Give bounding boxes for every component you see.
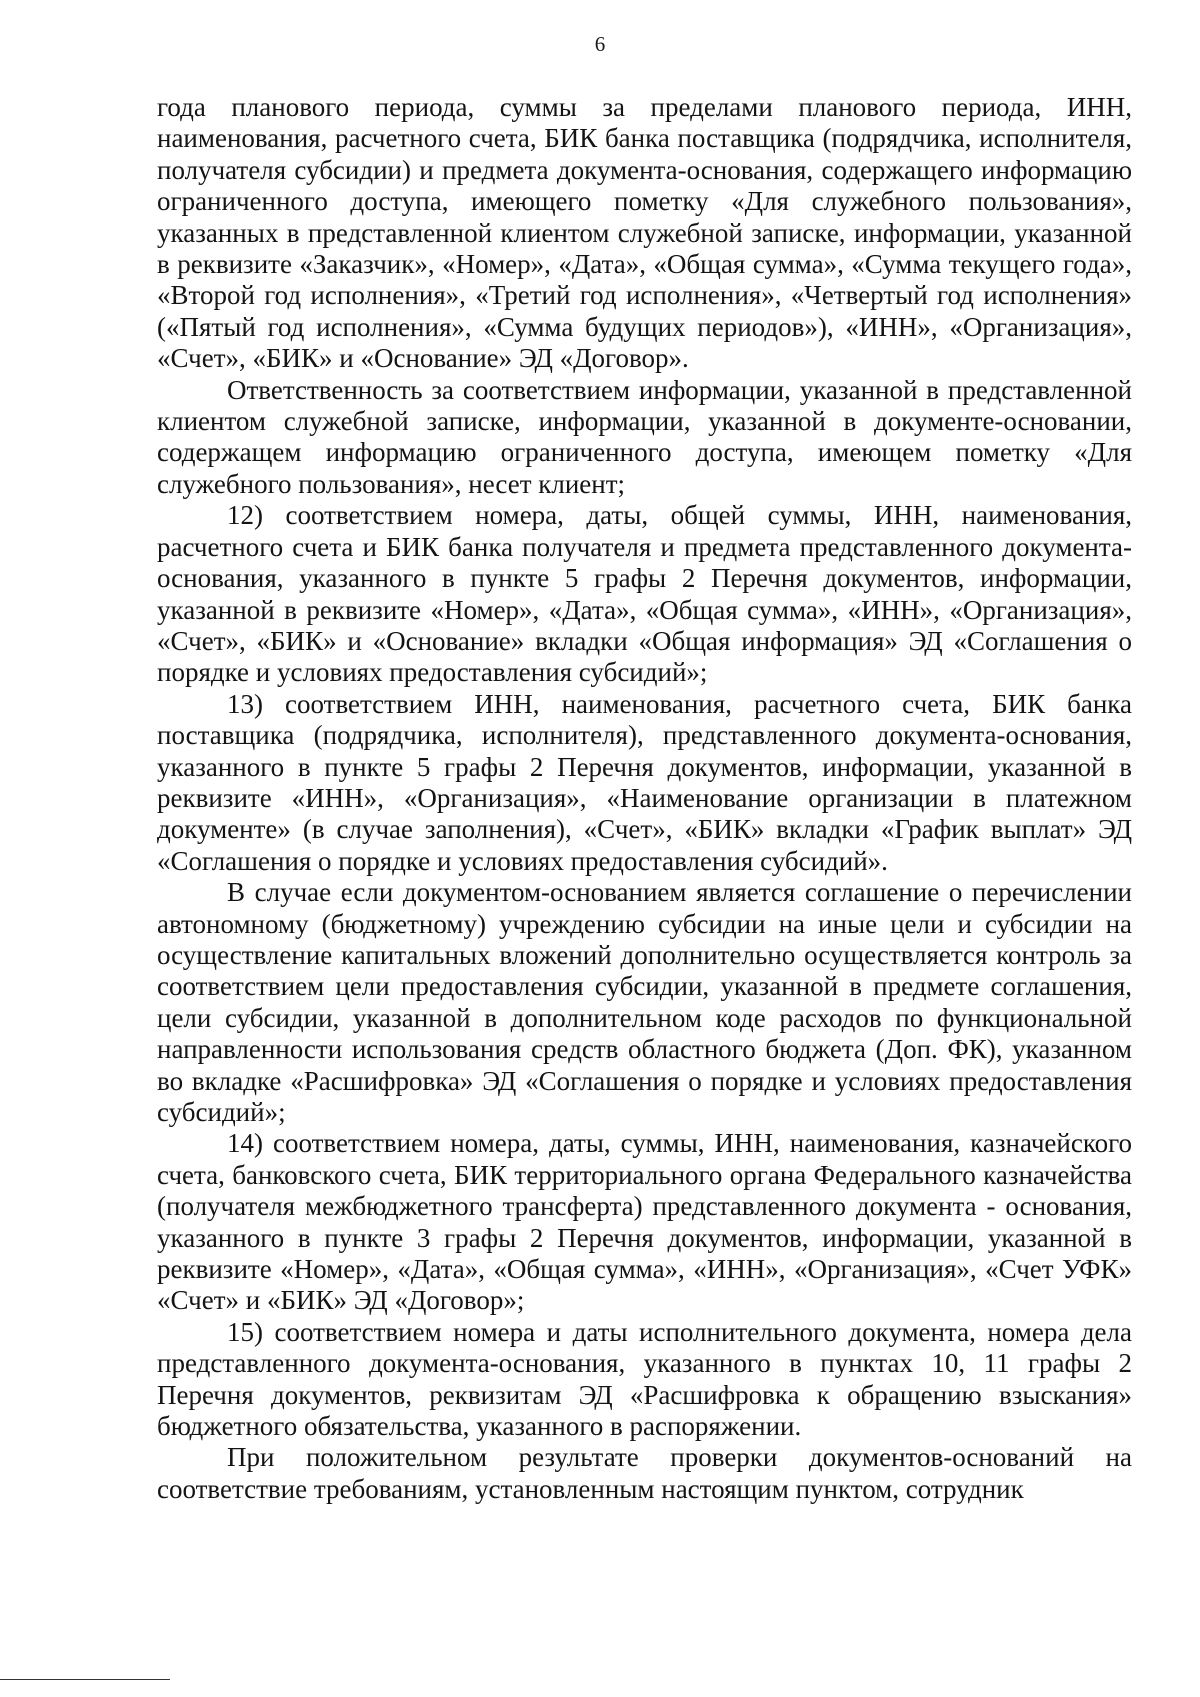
page-number: 6 [594,32,606,56]
document-body [157,92,1132,1505]
paragraph-item-12: 12) соответствием номера, даты, общей суммы, ИНН, наименования, расчетного счета и БИК банка получателя и предмета представленного документа-основания, указанного в пункте 5 графы 2 Перечня документов, информации, указанной в реквизите «Номер», «Дата», «Общая сумма», «ИНН», «Организация», «Счет», «БИК» и «Основание» вкладки «Общая информация» ЭД «Соглашения о порядке и условиях предоставления субсидий»; [157,500,1132,688]
paragraph-positive-result: При положительном результате проверки документов-оснований на соответствие требованиям, установленным настоящим пунктом, сотрудник [157,1442,1132,1504]
paragraph-continuation: года планового периода, суммы за пределами планового периода, ИНН, наименования, расчетного счета, БИК банка поставщика (подрядчика, исполнителя, получателя субсидии) и предмета документа-основания, содержащего информацию ограниченного доступа, имеющего пометку «Для служебного пользования», указанных в представленной клиентом служебной записке, информации, указанной в реквизите «Заказчик», «Номер», «Дата», «Общая сумма», «Сумма текущего года», «Второй год исполнения», «Третий год исполнения», «Четвертый год исполнения» («Пятый год исполнения», «Сумма будущих периодов»), «ИНН», «Организация», «Счет», «БИК» и «Основание» ЭД «Договор». [157,92,1132,374]
paragraph-item-14: 14) соответствием номера, даты, суммы, ИНН, наименования, казначейского счета, банковского счета, БИК территориального органа Федерального казначейства (получателя межбюджетного трансферта) представленного документа - основания, указанного в пункте 3 графы 2 Перечня документов, информации, указанной в реквизите «Номер», «Дата», «Общая сумма», «ИНН», «Организация», «Счет УФК» «Счет» и «БИК» ЭД «Договор»; [157,1128,1132,1316]
footnote-divider [0,1679,170,1680]
paragraph-subsidy-control: В случае если документом-основанием является соглашение о перечислении автономному (бюджетному) учреждению субсидии на иные цели и субсидии на осуществление капитальных вложений дополнительно осуществляется контроль за соответствием цели предоставления субсидии, указанной в предмете соглашения, цели субсидии, указанной в дополнительном коде расходов по функциональной направленности использования средств областного бюджета (Доп. ФК), указанном во вкладке «Расшифровка» ЭД «Соглашения о порядке и условиях предоставления субсидий»; [157,877,1132,1127]
paragraph-item-13: 13) соответствием ИНН, наименования, расчетного счета, БИК банка поставщика (подрядчика, исполнителя), представленного документа-основания, указанного в пункте 5 графы 2 Перечня документов, информации, указанной в реквизите «ИНН», «Организация», «Наименование организации в платежном документе» (в случае заполнения), «Счет», «БИК» вкладки «График выплат» ЭД «Соглашения о порядке и условиях предоставления субсидий». [157,688,1132,876]
paragraph-responsibility: Ответственность за соответствием информации, указанной в представленной клиентом служебной записке, информации, указанной в документе-основании, содержащем информацию ограниченного доступа, имеющем пометку «Для служебного пользования», несет клиент; [157,374,1132,499]
paragraph-item-15: 15) соответствием номера и даты исполнительного документа, номера дела представленного документа-основания, указанного в пунктах 10, 11 графы 2 Перечня документов, реквизитам ЭД «Расшифровка к обращению взыскания» бюджетного обязательства, указанного в распоряжении. [157,1316,1132,1442]
